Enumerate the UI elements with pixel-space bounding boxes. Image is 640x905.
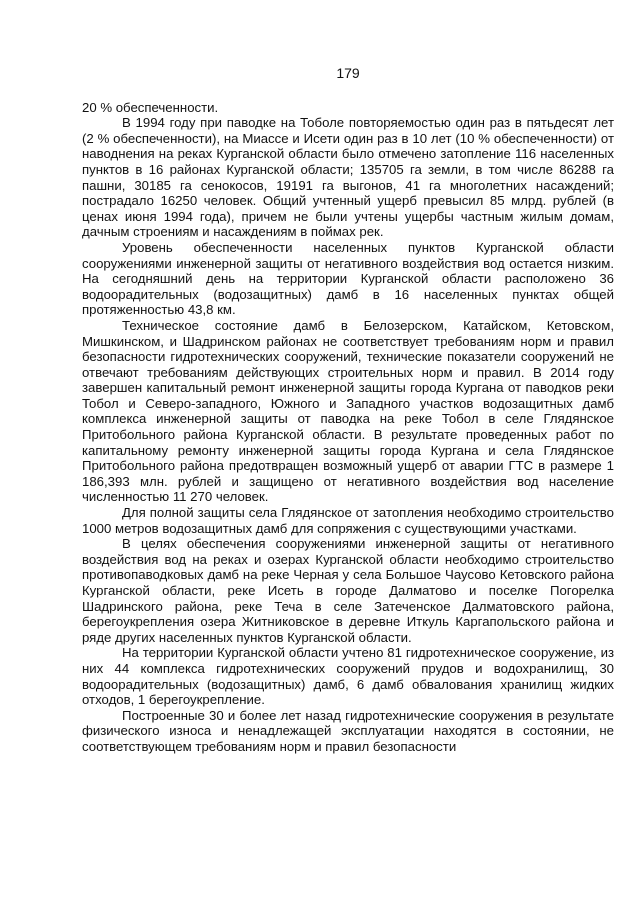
- paragraph-glyadyanskoe: Для полной защиты села Глядянское от затопления необходимо строительство 1000 метров водозащитных дамб для сопряжения с существующими участками.: [82, 505, 614, 536]
- paragraph-continuation: 20 % обеспеченности.: [82, 99, 219, 115]
- paragraph-structures-count: На территории Курганской области учтено 81 гидротехническое сооружение, из них 44 комплекса гидротехнических сооружений прудов и водохранилищ, 30 водоорадительных (водозащитных) дамб, 6 дамб обвалования хранилищ жидких отходов, 1 берегоукрепление.: [82, 645, 614, 708]
- paragraph-construction-needs: В целях обеспечения сооружениями инженерной защиты от негативного воздействия вод на реках и озерах Курганской области необходимо строительство противопаводковых дамб на реке Черная у села Большое Чаусово Кетовского района Курганской области, реке Исеть в городе Далматово и поселке Погорелка Шадринского района, реке Теча в селе Затеченское Далматовского района, берегоукрепления озера Житниковское в деревне Иткуль Каргапольского района и ряде других населенных пунктов Курганской области.: [82, 536, 614, 645]
- page-number: 179: [336, 65, 360, 81]
- paragraph-protection-level: Уровень обеспеченности населенных пунктов Курганской области сооружениями инженерной защиты от негативного воздействия вод остается низким. На сегодняшний день на территории Курганской области расположено 36 водоорадительных (водозащитных) дамб в 16 населенных пунктах общей протяженностью 43,8 км.: [82, 239, 614, 318]
- paragraph-flood-1994: В 1994 году при паводке на Тоболе повторяемостью один раз в пятьдесят лет (2 % обеспеченности), на Миассе и Исети один раз в 10 лет (10 % обеспеченности) от наводнения на реках Курганской области было отмечено затопление 116 населенных пунктов в 16 районах Курганской области; 135705 га земли, в том числе 86288 га пашни, 30185 га сенокосов, 19191 га выгонов, 41 га многолетних насаждений; пострадало 16250 человек. Общий учтенный ущерб превысил 85 млрд. рублей (в ценах июня 1994 года), причем не были учтены ущербы частным жилым домам, дачным строениям и насаждениям в поймах рек.: [82, 115, 614, 240]
- paragraph-old-structures: Построенные 30 и более лет назад гидротехнические сооружения в результате физического износа и ненадлежащей эксплуатации находятся в состоянии, не соответствующем требованиям норм и правил безопасности: [82, 707, 614, 754]
- paragraph-dam-condition: Техническое состояние дамб в Белозерском, Катайском, Кетовском, Мишкинском, и Шадринском районах не соответствует требованиям норм и правил безопасности гидротехнических сооружений, технические показатели сооружений не отвечают требованиям действующих строительных норм и правил. В 2014 году завершен капитальный ремонт инженерной защиты города Кургана от паводков реки Тобол и Северо-западного, Южного и Западного участков водозащитных дамб комплекса инженерной защиты от паводка на реке Тобол в селе Глядянское Притобольного района Курганской области. В результате проведенных работ по капитальному ремонту инженерной защиты города Кургана и села Глядянское Притобольного района предотвращен возможный ущерб от аварии ГТС в размере 1 186,393 млн. рублей и защищено от негативного воздействия вод население численностью 11 270 человек.: [82, 317, 614, 505]
- document-page: [82, 66, 614, 755]
